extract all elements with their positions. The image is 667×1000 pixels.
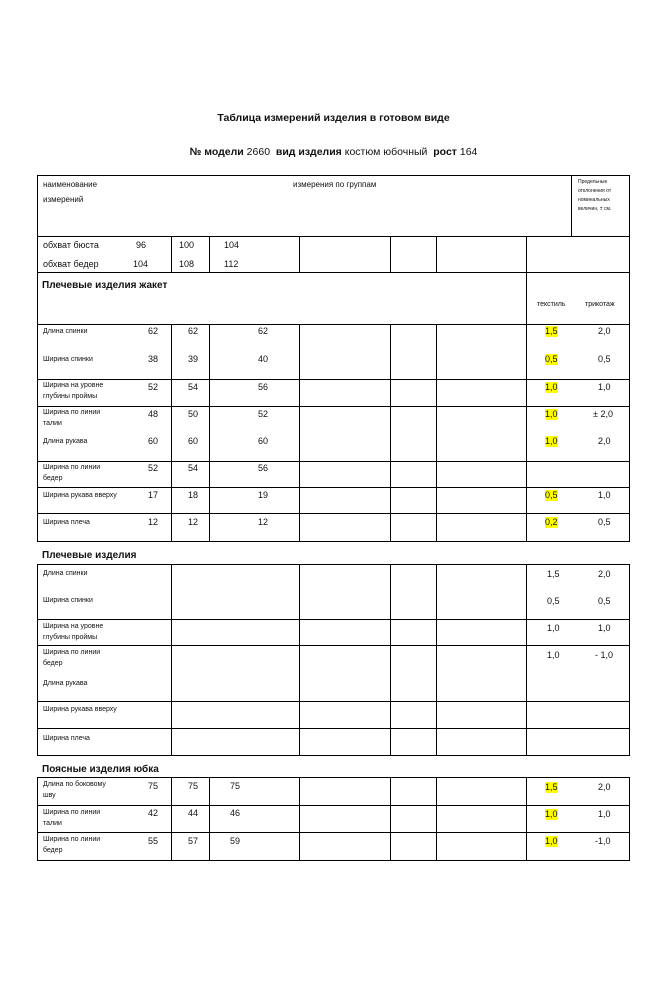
textile-tolerance: 0,5	[545, 490, 558, 500]
measure-value: 48	[148, 409, 159, 419]
textile-tolerance: 0,5	[547, 596, 560, 606]
measure-value: 46	[230, 808, 241, 818]
measure-name: глубины проймы	[43, 393, 98, 400]
section-title-skirt: Поясные изделия юбка	[42, 764, 159, 775]
table-row	[38, 620, 629, 646]
knit-tolerance: 0,5	[598, 354, 611, 364]
measure-value: 42	[148, 808, 159, 818]
textile-tolerance: 1,5	[547, 569, 560, 579]
measurements-table-jacket	[37, 175, 630, 542]
measure-name: бедер	[43, 847, 63, 854]
section-title-jacket: Плечевые изделия жакет	[42, 280, 168, 291]
measure-value: 19	[258, 490, 269, 500]
body-row-value: 104	[133, 259, 149, 269]
measure-value: 12	[258, 517, 269, 527]
measurements-table-shoulder	[37, 564, 630, 756]
textile-tolerance: 1,0	[545, 436, 558, 446]
deviation-header-1: Предельные	[578, 179, 608, 185]
textile-tolerance: 1,5	[545, 782, 558, 792]
product-type-value: костюм юбочный	[344, 146, 428, 158]
measure-name: Ширина спинки	[43, 356, 93, 363]
measure-name: Ширина рукава вверху	[43, 706, 117, 713]
deviation-header-3: номинальных	[578, 197, 610, 203]
measure-value: 60	[258, 436, 269, 446]
measurements-table-skirt	[37, 777, 630, 861]
model-info-line	[0, 146, 667, 158]
measure-value: 62	[148, 326, 159, 336]
height-value: 164	[459, 146, 478, 158]
measure-name: талии	[43, 820, 62, 827]
measure-name: Ширина на уровне	[43, 623, 104, 630]
groups-column-header: измерения по группам	[293, 180, 377, 189]
knit-tolerance: 1,0	[598, 382, 611, 392]
measure-value: 59	[230, 836, 241, 846]
measure-value: 56	[258, 463, 269, 473]
textile-tolerance: 1,5	[545, 326, 558, 336]
measure-name: Ширина рукава вверху	[43, 492, 117, 499]
body-row-value: 112	[224, 259, 239, 269]
measure-name: шву	[43, 792, 56, 799]
textile-tolerance: 0,5	[545, 354, 558, 364]
measure-name: Длина рукава	[43, 680, 88, 687]
table-header-row	[38, 176, 629, 237]
table-row	[38, 462, 629, 488]
table-row	[38, 407, 629, 462]
knit-tolerance: - 1,0	[595, 650, 614, 660]
knit-tolerance: 2,0	[598, 782, 611, 792]
measure-value: 38	[148, 354, 159, 364]
table-row	[38, 833, 629, 860]
measure-value: 60	[148, 436, 159, 446]
knit-tolerance: ± 2,0	[593, 409, 613, 419]
table-row	[38, 702, 629, 729]
measure-name: Ширина по линии	[43, 409, 101, 416]
measure-value: 12	[148, 517, 159, 527]
body-row-value: 96	[136, 240, 147, 250]
textile-tolerance: 1,0	[545, 836, 558, 846]
document-title: Таблица измерений изделия в готовом виде	[217, 112, 450, 124]
table-row	[38, 778, 629, 806]
measure-value: 17	[148, 490, 159, 500]
knit-tolerance: 0,5	[598, 517, 611, 527]
name-column-header-1: наименование	[43, 180, 98, 189]
knit-tolerance: 2,0	[598, 569, 611, 579]
measure-value: 52	[258, 409, 269, 419]
product-type-label: вид изделия	[275, 146, 342, 158]
measure-name: Длина спинки	[43, 328, 88, 335]
body-row-name: обхват бедер	[43, 259, 99, 269]
textile-tolerance: 1,0	[545, 409, 558, 419]
measure-name: Ширина спинки	[43, 597, 93, 604]
measure-value: 54	[188, 382, 199, 392]
textile-tolerance: 1,0	[547, 623, 560, 633]
measure-value: 75	[230, 781, 241, 791]
measure-value: 75	[148, 781, 159, 791]
measure-name: Ширина на уровне	[43, 382, 104, 389]
measure-value: 52	[148, 463, 159, 473]
table-row	[38, 325, 629, 380]
jacket-section-row	[38, 273, 629, 325]
model-label: № модели	[189, 146, 244, 158]
textile-tolerance: 0,2	[545, 517, 558, 527]
measure-value: 75	[188, 781, 199, 791]
measure-name: глубины проймы	[43, 634, 98, 641]
model-number: 2660	[246, 146, 271, 158]
knit-tolerance: 1,0	[598, 623, 611, 633]
measure-value: 62	[258, 326, 269, 336]
measure-name: Длина спинки	[43, 570, 88, 577]
measure-value: 56	[258, 382, 269, 392]
knit-tolerance: -1,0	[595, 836, 611, 846]
textile-tolerance: 1,0	[545, 809, 558, 819]
textile-tolerance: 1,0	[545, 382, 558, 392]
body-measure-block	[38, 237, 629, 273]
knit-column-header: трикотаж	[585, 301, 615, 308]
measure-name: Длина по боковому	[43, 781, 106, 788]
measure-value: 57	[188, 836, 199, 846]
table-row	[38, 514, 629, 541]
measure-name: Ширина по линии	[43, 809, 101, 816]
measure-value: 60	[188, 436, 199, 446]
knit-tolerance: 2,0	[598, 326, 611, 336]
measure-value: 39	[188, 354, 199, 364]
measure-name: Ширина по линии	[43, 649, 101, 656]
measure-value: 50	[188, 409, 199, 419]
measure-value: 40	[258, 354, 269, 364]
measure-name: Ширина по линии	[43, 464, 101, 471]
textile-tolerance: 1,0	[547, 650, 560, 660]
measure-name: Ширина плеча	[43, 519, 90, 526]
measure-value: 44	[188, 808, 199, 818]
measure-name: бедер	[43, 475, 63, 482]
measure-value: 52	[148, 382, 159, 392]
deviation-header-2: отклонения от	[578, 188, 612, 194]
measure-name: талии	[43, 420, 62, 427]
table-row	[38, 806, 629, 833]
measure-name: Длина рукава	[43, 438, 88, 445]
measure-name: Ширина по линии	[43, 836, 101, 843]
body-row-value: 108	[179, 259, 195, 269]
deviation-header-4: величин, ± см.	[578, 206, 612, 212]
measure-value: 55	[148, 836, 159, 846]
name-column-header-2: измерений	[43, 195, 84, 204]
measure-value: 54	[188, 463, 199, 473]
table-row	[38, 488, 629, 514]
table-row	[38, 380, 629, 407]
body-row-value: 104	[224, 240, 240, 250]
knit-tolerance: 1,0	[598, 490, 611, 500]
height-label: рост	[433, 146, 457, 158]
measure-name: Ширина плеча	[43, 735, 90, 742]
body-row-value: 100	[179, 240, 195, 250]
textile-column-header: текстиль	[537, 301, 566, 308]
knit-tolerance: 1,0	[598, 809, 611, 819]
measure-value: 18	[188, 490, 199, 500]
measure-value: 12	[188, 517, 199, 527]
table-row	[38, 565, 629, 620]
knit-tolerance: 2,0	[598, 436, 611, 446]
table-row	[38, 729, 629, 755]
knit-tolerance: 0,5	[598, 596, 611, 606]
section-title-shoulder: Плечевые изделия	[42, 550, 137, 561]
table-row	[38, 646, 629, 702]
measure-name: бедер	[43, 660, 63, 667]
measure-value: 62	[188, 326, 199, 336]
body-row-name: обхват бюста	[43, 240, 99, 250]
